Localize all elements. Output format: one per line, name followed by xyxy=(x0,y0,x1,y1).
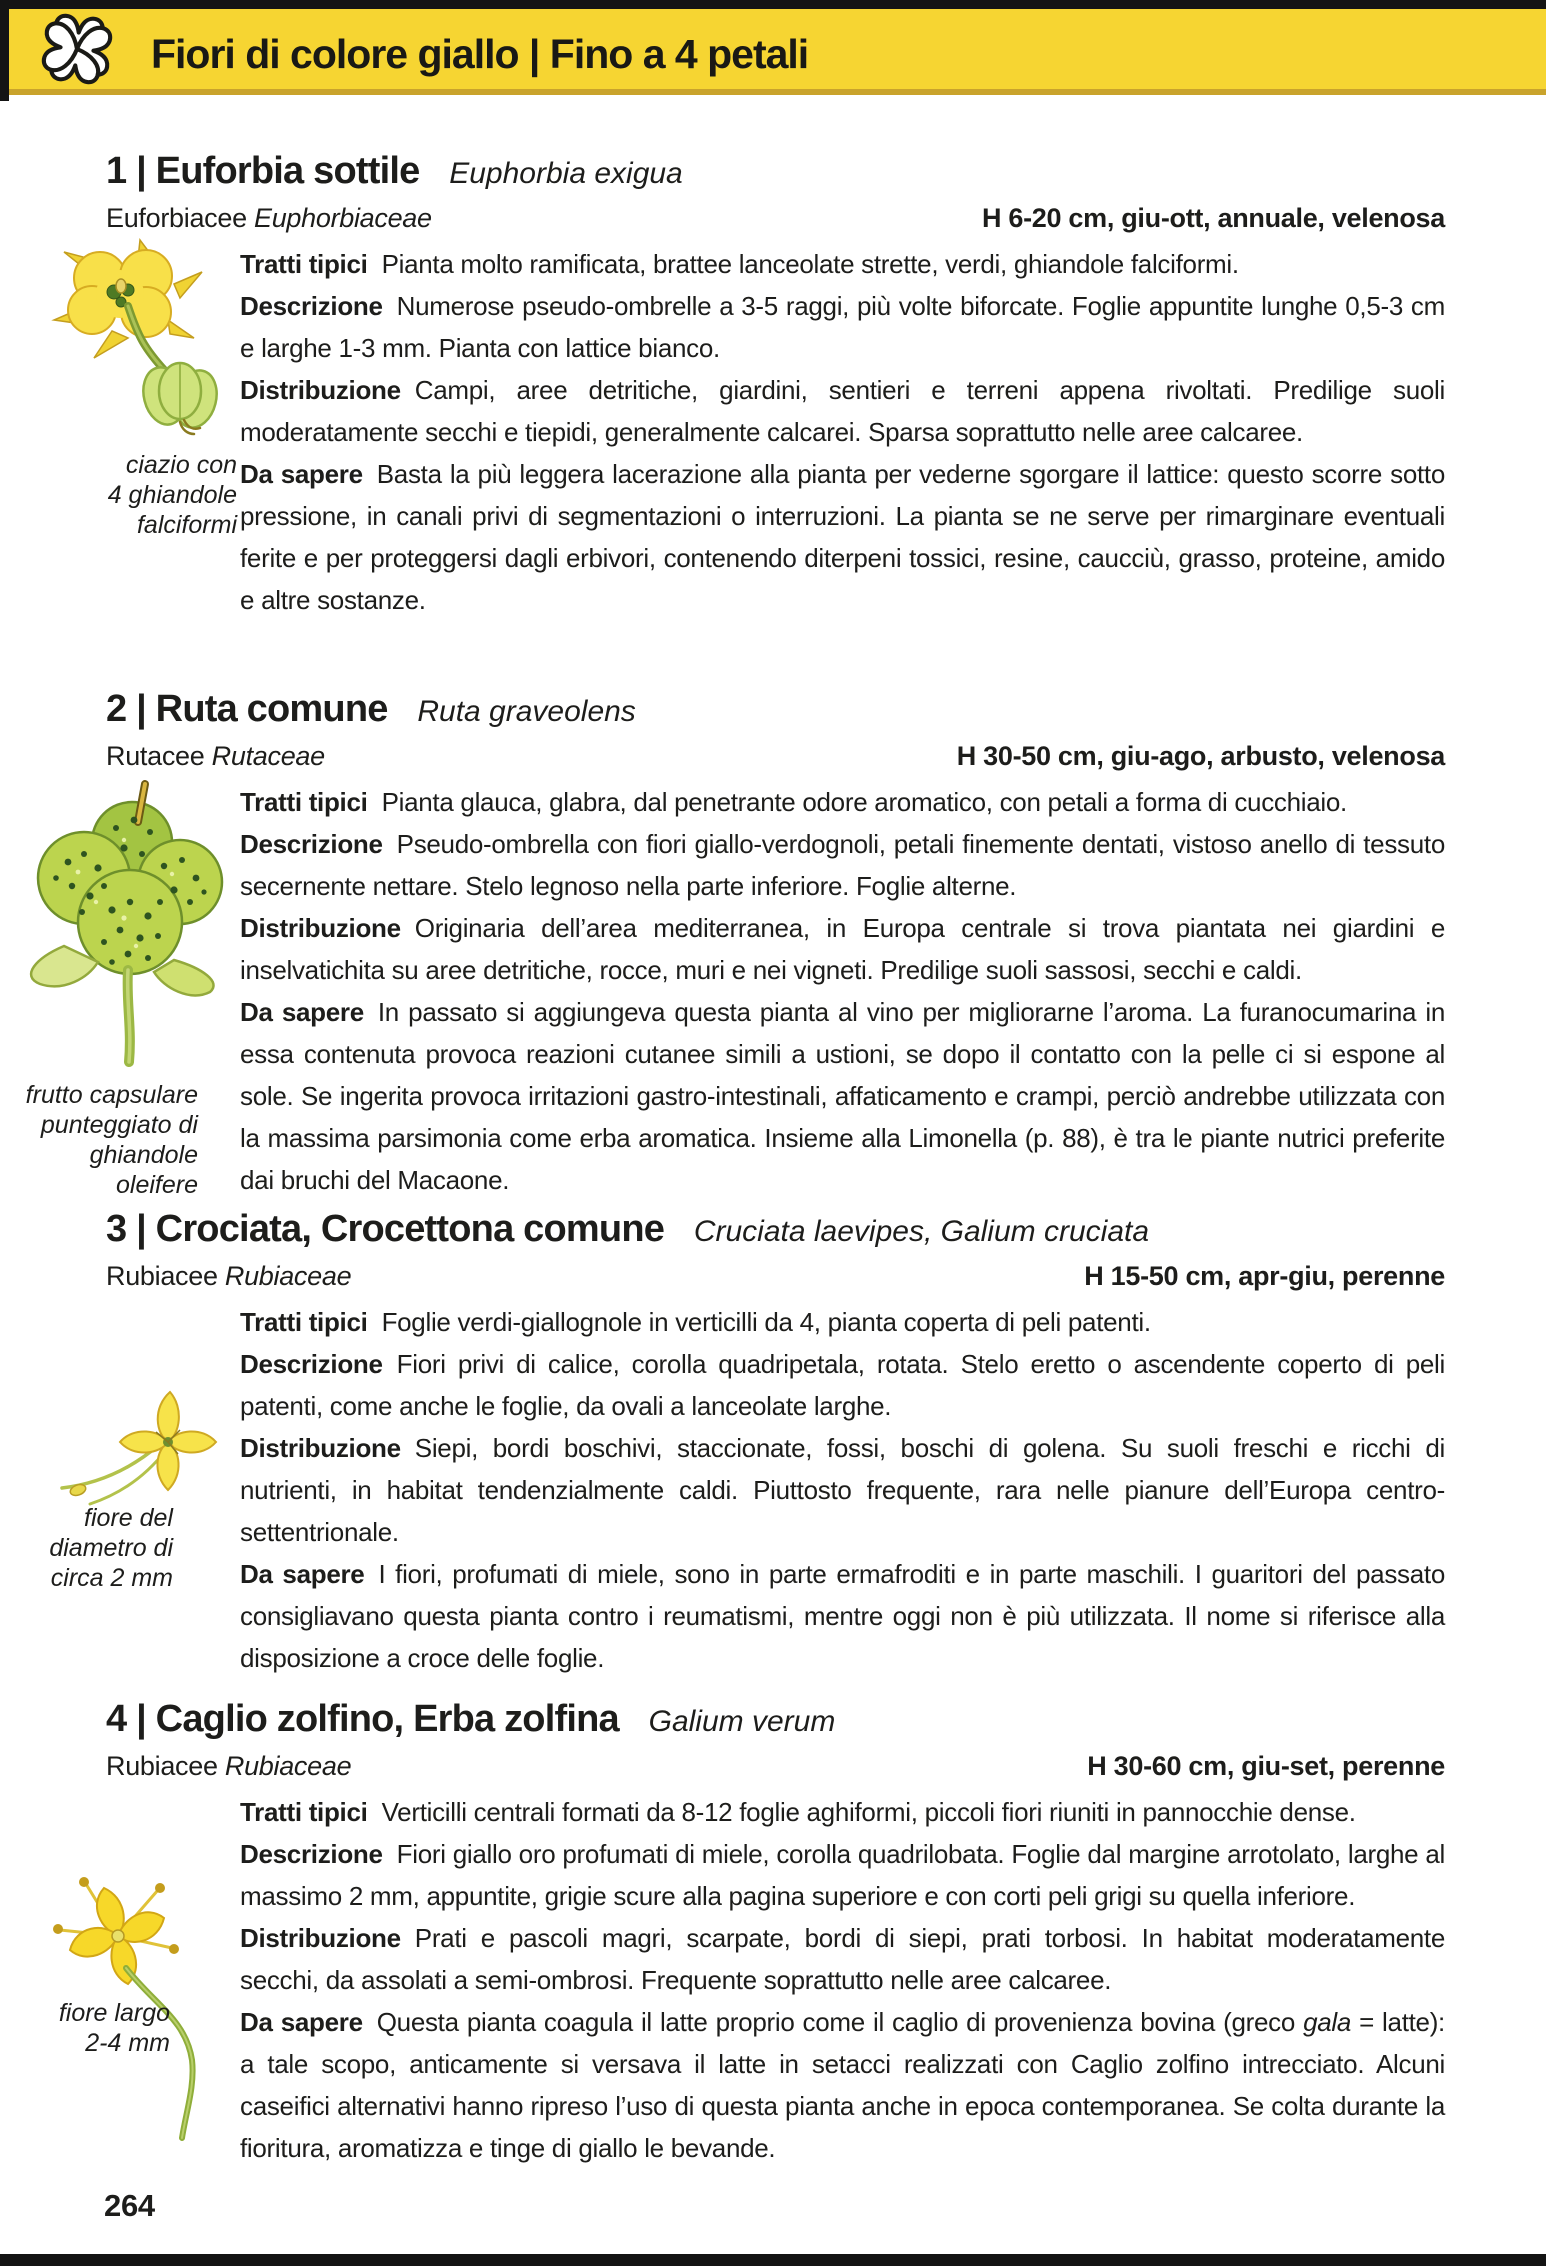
entry-body xyxy=(240,781,1445,1201)
paragraph-descrizione xyxy=(240,285,1445,369)
section-text: I fiori, profumati di miele, sono in parte ermafroditi e in parte maschili. I guaritori del passato consigliavano questa pianta contro i reumatismi, mentre oggi non è più utilizzata. Il nome si riferisce alla disposizione a croce delle foglie. xyxy=(240,1559,1445,1673)
family-latin: Rubiaceae xyxy=(224,1261,352,1291)
family-names xyxy=(106,1260,351,1293)
figure-caption-line: ghiandole oleifere xyxy=(89,1141,198,1199)
paragraph-descrizione xyxy=(240,1343,1445,1427)
page-edge-top xyxy=(0,0,1546,9)
figure-caption-line: 4 ghiandole xyxy=(107,481,237,509)
paragraph-tratti-tipici xyxy=(240,1791,1445,1833)
section-label: Descrizione xyxy=(240,1839,383,1869)
section-label: Descrizione xyxy=(240,829,383,859)
figure-caption-line: diametro di xyxy=(49,1534,173,1562)
entry-title xyxy=(106,686,1546,735)
chapter-title: Fiori di colore giallo | Fino a 4 petali xyxy=(151,30,809,77)
plant-illustration-caglio xyxy=(30,1864,230,2144)
entry-latin-name: Ruta graveolens xyxy=(417,695,636,728)
entry-name: 1 | Euforbia sottile xyxy=(106,150,420,192)
family-italian: Euforbiacee xyxy=(106,203,247,233)
figure-caption-line: circa 2 mm xyxy=(50,1564,173,1592)
figure-caption-line: fiore del xyxy=(84,1504,173,1532)
section-text: Questa pianta coagula il latte proprio come il caglio di provenienza bovina (greco xyxy=(376,2007,1304,2037)
entry-body xyxy=(240,1791,1445,2169)
entry-quickfacts: H 15-50 cm, apr-giu, perenne xyxy=(1084,1261,1445,1291)
figure-caption-line: punteggiato di xyxy=(40,1111,198,1139)
species-entry-2 xyxy=(0,686,1546,1201)
section-label: Distribuzione xyxy=(240,913,401,943)
page-edge-bottom xyxy=(0,2254,1546,2266)
section-label: Distribuzione xyxy=(240,1923,401,1953)
entry-body xyxy=(240,1301,1445,1679)
paragraph-da-sapere xyxy=(240,453,1445,621)
family-italian: Rubiacee xyxy=(106,1751,218,1781)
family-row xyxy=(106,202,1445,235)
crociata-flower-drawing xyxy=(48,1378,238,1508)
family-latin: Rubiaceae xyxy=(224,1751,352,1781)
paragraph-distribuzione xyxy=(240,369,1445,453)
family-names xyxy=(106,1750,351,1783)
section-text: Prati e pascoli magri, scarpate, bordi di siepi, prati torbosi. In habitat moderatamente secchi, da assolati a semi-ombrosi. Frequente soprattutto nelle aree calcaree. xyxy=(240,1923,1445,1995)
paragraph-da-sapere xyxy=(240,991,1445,1201)
family-row xyxy=(106,740,1445,773)
section-label: Tratti tipici xyxy=(240,787,368,817)
section-text: Numerose pseudo-ombrelle a 3-5 raggi, più volte biforcate. Foglie appuntite lunghe 0,5-3 cm e larghe 1-3 mm. Pianta con lattice bianco. xyxy=(240,291,1445,363)
section-text: Pseudo-ombrella con fiori giallo-verdognoli, petali finemente dentati, vistoso anello di tessuto secernente nettare. Stelo legnoso nella parte inferiore. Foglie alterne. xyxy=(240,829,1445,901)
paragraph-descrizione xyxy=(240,823,1445,907)
section-label: Da sapere xyxy=(240,1559,365,1589)
paragraph-da-sapere xyxy=(240,1553,1445,1679)
section-text: = latte): a tale scopo, anticamente si versava il latte in setacci realizzati con Caglio zolfino intrecciato. Alcuni caseifici alternativi hanno ripreso l’uso di questa pianta anche in epoca contemporanea. Se colta durante la fioritura, aromatizza e tinge di giallo le bevande. xyxy=(240,2007,1445,2163)
section-text: Basta la più leggera lacerazione alla pianta per vederne sgorgare il lattice: questo scorre sotto pressione, in canali privi di segmentazioni o interruzioni. La pianta se ne serve per rimarginare eventuali ferite e per proteggersi dagli erbivori, contenendo diterpeni tossici, resine, caucciù, grasso, proteine, amido e altre sostanze. xyxy=(240,459,1445,615)
species-entry-1 xyxy=(0,148,1546,621)
section-label: Da sapere xyxy=(240,997,364,1027)
entry-latin-name: Galium verum xyxy=(648,1705,836,1738)
species-entry-3 xyxy=(0,1206,1546,1679)
entry-name: 4 | Caglio zolfino, Erba zolfina xyxy=(106,1698,619,1740)
entry-quickfacts: H 6-20 cm, giu-ott, annuale, velenosa xyxy=(981,203,1445,233)
paragraph-descrizione xyxy=(240,1833,1445,1917)
section-label: Distribuzione xyxy=(240,1433,401,1463)
section-text: In passato si aggiungeva questa pianta al vino per migliorarne l’aroma. La furanocumarina in essa contenuta provoca reazioni cutanee simili a ustioni, se dopo il contatto con la pelle ci si espone al sole. Se ingerita provoca irritazioni gastro-intestinali, affaticamento e crampi, perciò andrebbe utilizzata con la massima parsimonia come erba aromatica. Insieme alla Limonella (p. 88), è tra le piante nutrici preferite dai bruchi del Macaone. xyxy=(240,997,1445,1195)
paragraph-tratti-tipici xyxy=(240,1301,1445,1343)
plant-illustration-ruta xyxy=(12,770,237,1210)
family-italian: Rubiacee xyxy=(106,1261,218,1291)
figure-caption-line: falciformi xyxy=(136,511,237,539)
paragraph-tratti-tipici xyxy=(240,781,1445,823)
family-italian: Rutacee xyxy=(106,741,205,771)
figure-caption-line: frutto capsulare xyxy=(25,1081,198,1109)
family-row xyxy=(106,1260,1445,1293)
family-row xyxy=(106,1750,1445,1783)
page-edge-left xyxy=(0,0,9,101)
figure-caption xyxy=(30,1998,170,2058)
paragraph-da-sapere xyxy=(240,2001,1445,2169)
paragraph-distribuzione xyxy=(240,1917,1445,2001)
figure-caption-line: 2-4 mm xyxy=(85,2029,170,2057)
paragraph-tratti-tipici xyxy=(240,243,1445,285)
figure-caption xyxy=(42,450,237,540)
entry-quickfacts: H 30-50 cm, giu-ago, arbusto, velenosa xyxy=(956,741,1445,771)
figure-caption xyxy=(12,1080,198,1200)
species-entry-4 xyxy=(0,1696,1546,2169)
ruta-capsule-drawing xyxy=(12,770,237,1070)
family-names xyxy=(106,202,432,235)
four-petal-flower-icon xyxy=(33,11,121,87)
section-text: Fiori giallo oro profumati di miele, corolla quadrilobata. Foglie dal margine arrotolato, larghe al massimo 2 mm, appuntite, grigie scure alla pagina superiore e con corti peli grigi su quella inferiore. xyxy=(240,1839,1445,1911)
entry-latin-name: Cruciata laevipes, Galium cruciata xyxy=(693,1215,1150,1248)
entry-body xyxy=(240,243,1445,621)
family-latin: Rutaceae xyxy=(211,741,325,771)
section-label: Descrizione xyxy=(240,1349,383,1379)
entry-title xyxy=(106,148,1546,197)
section-label: Tratti tipici xyxy=(240,1307,368,1337)
section-text: Foglie verdi-giallognole in verticilli da 4, pianta coperta di peli patenti. xyxy=(381,1307,1151,1337)
entry-quickfacts: H 30-60 cm, giu-set, perenne xyxy=(1087,1751,1445,1781)
entry-name: 3 | Crociata, Crocettona comune xyxy=(106,1208,665,1250)
paragraph-distribuzione xyxy=(240,1427,1445,1553)
section-label: Da sapere xyxy=(240,2007,363,2037)
figure-caption-line: fiore largo xyxy=(58,1999,170,2027)
section-text: Originaria dell’area mediterranea, in Europa centrale si trova piantata nei giardini e inselvatichita su aree detritiche, rocce, muri e nei vigneti. Predilige suoli sassosi, secchi e caldi. xyxy=(240,913,1445,985)
entry-title xyxy=(106,1206,1546,1255)
section-label: Tratti tipici xyxy=(240,249,368,279)
section-text: Campi, aree detritiche, giardini, sentieri e terreni appena rivoltati. Predilige suoli moderatamente secchi e tiepidi, generalmente calcarei. Sparsa soprattutto nelle aree calcaree. xyxy=(240,375,1445,447)
figure-caption-line: ciazio con xyxy=(125,451,237,479)
paragraph-distribuzione xyxy=(240,907,1445,991)
euphorbia-cyathium-drawing xyxy=(42,236,237,446)
section-label: Descrizione xyxy=(240,291,383,321)
section-text: Pianta glauca, glabra, dal penetrante odore aromatico, con petali a forma di cucchiaio. xyxy=(381,787,1347,817)
section-text: Verticilli centrali formati da 8-12 foglie aghiformi, piccoli fiori riuniti in pannocchie dense. xyxy=(381,1797,1356,1827)
plant-illustration-crociata xyxy=(48,1378,238,1638)
chapter-header xyxy=(9,9,1546,95)
family-names xyxy=(106,740,325,773)
family-latin: Euphorbiaceae xyxy=(254,203,432,233)
page-number: 264 xyxy=(104,2188,155,2223)
entry-title xyxy=(106,1696,1546,1745)
section-label: Distribuzione xyxy=(240,375,401,405)
section-text: Siepi, bordi boschivi, staccionate, fossi, boschi di golena. Su suoli freschi e ricchi di nutrienti, in habitat tendenzialmente caldi. Piuttosto frequente, rara nelle pianure dell’Europa centro-settentrionale. xyxy=(240,1433,1445,1547)
section-text: Pianta molto ramificata, brattee lanceolate strette, verdi, ghiandole falciformi. xyxy=(381,249,1239,279)
greek-word-italic: gala xyxy=(1303,2007,1352,2037)
plant-illustration-euphorbia xyxy=(42,236,237,576)
section-label: Tratti tipici xyxy=(240,1797,368,1827)
section-label: Da sapere xyxy=(240,459,363,489)
entry-name: 2 | Ruta comune xyxy=(106,688,388,730)
section-text: Fiori privi di calice, corolla quadripetala, rotata. Stelo eretto o ascendente coperto di peli patenti, come anche le foglie, da ovali a lanceolate larghe. xyxy=(240,1349,1445,1421)
entry-latin-name: Euphorbia exigua xyxy=(449,157,683,190)
figure-caption xyxy=(48,1503,173,1593)
